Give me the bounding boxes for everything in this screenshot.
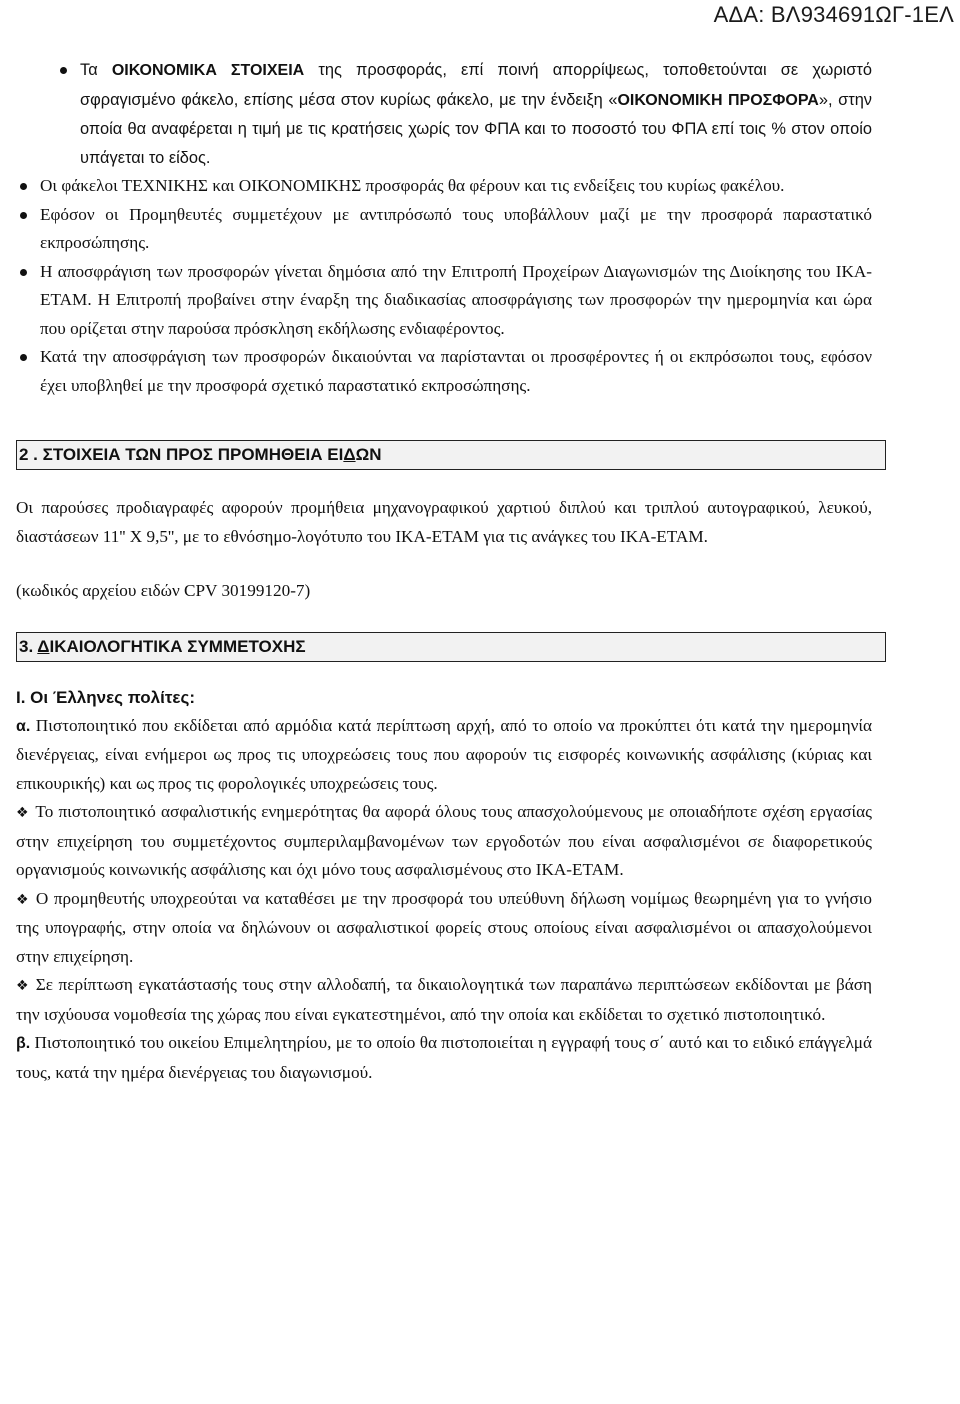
diamond-item: ❖ Το πιστοποιητικό ασφαλιστικής ενημερότητας θα αφορά όλους τους απασχολούμενους με οποιαδήποτε σχέση εργασίας στην επιχείρηση του συμμετέχοντος συμπεριλαμβανομένων των εργοδοτών που είναι ασφαλισμένοι σε διαφορετικούς οργανισμούς κοινωνικής ασφάλισης και όχι μόνο τους ασφαλισμένους στο ΙΚΑ-ΕΤΑΜ. [16,802,872,879]
item-b-label: β. [16,1035,31,1052]
section-2-body: Οι παρούσες προδιαγραφές αφορούν προμήθεια μηχανογραφικού χαρτιού διπλού και τριπλού αυτογραφικού, λευκού, διαστάσεων 11'' Χ 9,5'', με το εθνόσημο-λογότυπο του ΙΚΑ-ΕΤΑΜ για τις ανάγκες του ΙΚΑ-ΕΤΑΜ. [16,498,872,546]
bullet-attendance: Κατά την αποσφράγιση των προσφορών δικαιούνται να παρίστανται οι προσφέροντες ή οι εκπρόσωποι τους, εφόσον έχει υποβληθεί με την προσφορά σχετικό παραστατικό εκπροσώπησης. [16,343,872,400]
bold-offer: ΟΙΚΟΝΟΜΙΚΗ ΠΡΟΣΦΟΡΑ [617,91,819,109]
section-3-heading: 3. ΔΙΚΑΙΟΛΟΓΗΤΙΚΑ ΣΥΜΜΕΤΟΧΗΣ [16,632,886,662]
item-b: β. Πιστοποιητικό του οικείου Επιμελητηρίου, με το οποίο θα πιστοποιείται η εγγραφή τους σ΄ αυτό και το ειδικό επάγγελμά τους, κατά την ημέρα διενέργειας του διαγωνισμού. [16,1033,872,1082]
bullet-dot-icon [20,212,27,219]
bullet-dot-icon [20,354,27,361]
greek-citizens-subheading: Ι. Οι Έλληνες πολίτες: [16,687,195,707]
cpv-code: (κωδικός αρχείου ειδών CPV 30199120-7) [16,581,311,600]
bullet-financial-data: Τα ΟΙΚΟΝΟΜΙΚΑ ΣΤΟΙΧΕΙΑ της προσφοράς, επί ποινή απορρίψεως, τοποθετούνται σε χωριστό σφραγισμένο φάκελο, επίσης μέσα στον κυρίως φάκελο, με την ένδειξη «ΟΙΚΟΝΟΜΙΚΗ ΠΡΟΣΦΟΡΑ», στην οποία θα αναφέρεται η τιμή με τις κρατήσεις χωρίς τον ΦΠΑ και το ποσοστό του ΦΠΑ επί τοις % στον οποίο υπάγεται το είδος. [16,56,872,172]
diamond-item: ❖ Σε περίπτωση εγκατάστασής τους στην αλλοδαπή, τα δικαιολογητικά των παραπάνω περιπτώσεων εκδίδονται με βάση την ισχύουσα νομοθεσία της χώρας που είναι εγκατεστημένοι, από την οποία και εκδίδεται το σχετικό πιστοποιητικό. [16,975,872,1024]
bullet-dot-icon [60,67,67,74]
bullet-unsealing: Η αποσφράγιση των προσφορών γίνεται δημόσια από την Επιτροπή Προχείρων Διαγωνισμών της Διοίκησης του ΙΚΑ-ΕΤΑΜ. Η Επιτροπή προβαίνει στην έναρξη της διαδικασίας αποσφράγισης των προσφορών την ημερομηνία και ώρα που ορίζεται στην παρούσα πρόσκληση εκδήλωσης ενδιαφέροντος. [16,258,872,344]
section-2-heading: 2 . ΣΤΟΙΧΕΙΑ ΤΩΝ ΠΡΟΣ ΠΡΟΜΗΘΕΙΑ ΕΙΔΩΝ [16,440,886,470]
item-a-label: α. [16,717,31,735]
bullet-envelopes: Οι φάκελοι ΤΕΧΝΙΚΗΣ και ΟΙΚΟΝΟΜΙΚΗΣ προσφοράς θα φέρουν και τις ενδείξεις του κυρίως φακέλου. [16,172,872,201]
diamond-item: ❖ Ο προμηθευτής υποχρεούται να καταθέσει με την προσφορά του υπεύθυνη δήλωση νομίμως θεωρημένη για το γνήσιο της υπογραφής, στην οποία να δηλώνουν οι ασφαλιστικοί φορείς στους οποίους είναι ασφαλισμένοι οι απασχολούμενοι στην επιχείρηση. [16,888,872,966]
ada-code: ΑΔΑ: ΒΛ934691ΩΓ-1ΕΛ [713,2,954,27]
diamond-bullet-icon: ❖ [16,978,30,994]
document-body [16,56,872,1087]
bold-financial: ΟΙΚΟΝΟΜΙΚΑ ΣΤΟΙΧΕΙΑ [111,62,305,79]
diamond-bullet-icon: ❖ [16,805,30,821]
bullet-dot-icon [20,269,27,276]
diamond-bullet-icon: ❖ [16,891,30,908]
bullet-representatives: Εφόσον οι Προμηθευτές συμμετέχουν με αντιπρόσωπό τους υποβάλλουν μαζί με την προσφορά παραστατικό εκπροσώπησης. [16,201,872,258]
bullet-dot-icon [20,183,27,190]
item-a: α. Πιστοποιητικό που εκδίδεται από αρμόδια κατά περίπτωση αρχή, από το οποίο να προκύπτει ότι κατά την ημερομηνία διενέργειας, είναι ενήμεροι ως προς τις υποχρεώσεις τους που αφορούν τις εισφορές κοινωνικής ασφάλισης (κύριας και επικουρικής) και ως προς τις φορολογικές υποχρεώσεις τους. [16,715,872,793]
